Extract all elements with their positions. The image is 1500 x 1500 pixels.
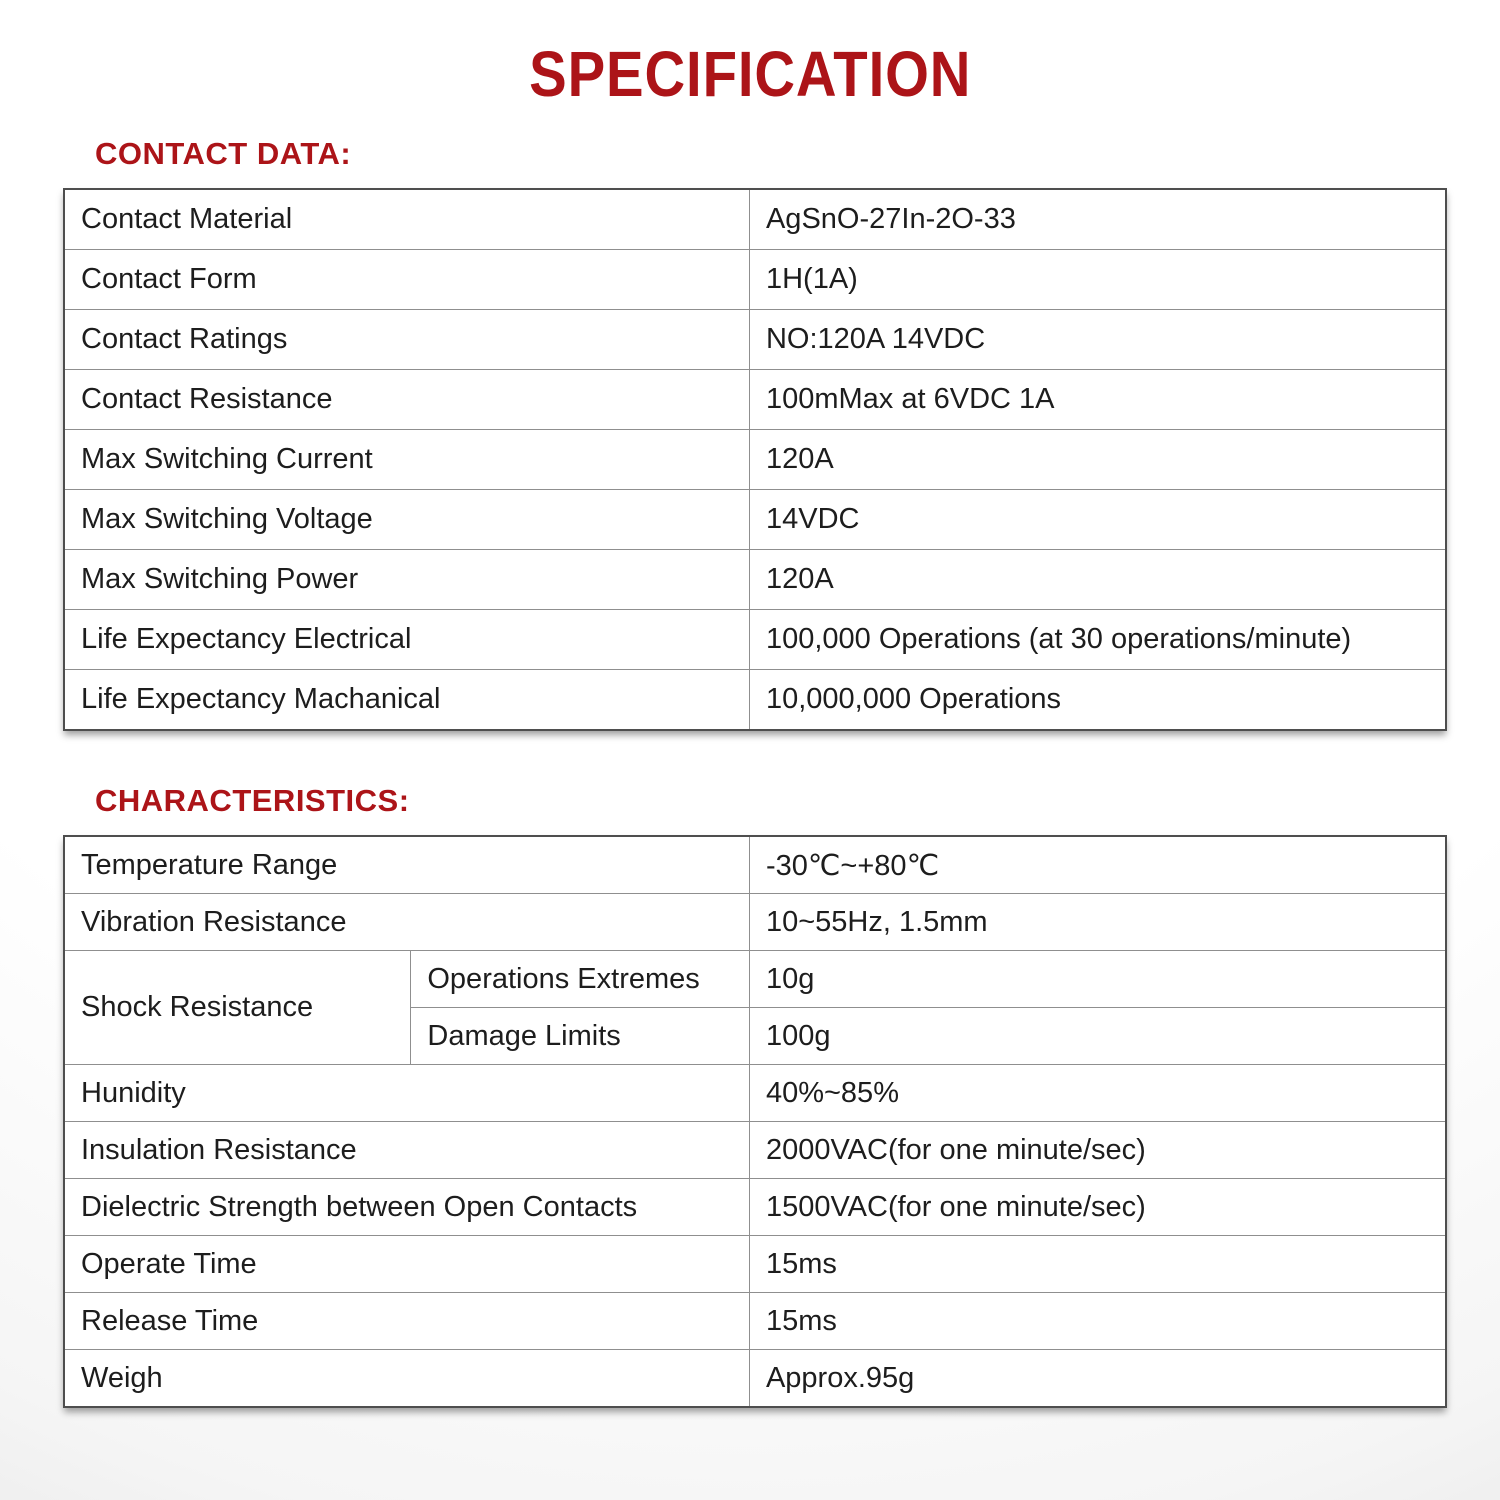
spec-label-cell: Max Switching Current [64, 430, 749, 490]
spec-label-cell: Vibration Resistance [64, 894, 749, 951]
spec-value-cell: 10,000,000 Operations [749, 670, 1446, 731]
table-row [64, 951, 1446, 1008]
contact-data-section [0, 136, 1500, 731]
spec-label-cell: Weigh [64, 1350, 749, 1408]
spec-label-cell: Max Switching Power [64, 550, 749, 610]
spec-value-cell: 100mMax at 6VDC 1A [749, 370, 1446, 430]
spec-value-cell: 10~55Hz, 1.5mm [749, 894, 1446, 951]
table-row [64, 836, 1446, 894]
spec-label-cell: Temperature Range [64, 836, 749, 894]
table-row [64, 430, 1446, 490]
spec-label-cell: Contact Ratings [64, 310, 749, 370]
spec-value-cell: 15ms [749, 1293, 1446, 1350]
spec-label-cell: Contact Resistance [64, 370, 749, 430]
characteristics-table [63, 835, 1447, 1408]
table-row [64, 250, 1446, 310]
table-row [64, 189, 1446, 250]
table-row [64, 1293, 1446, 1350]
contact-data-heading: CONTACT DATA: [95, 136, 352, 171]
spec-value-cell: NO:120A 14VDC [749, 310, 1446, 370]
spec-value-cell: 120A [749, 430, 1446, 490]
spec-value-cell: 10g [749, 951, 1446, 1008]
spec-label-cell: Contact Material [64, 189, 749, 250]
spec-value-cell: 100g [749, 1008, 1446, 1065]
table-row [64, 490, 1446, 550]
table-row [64, 310, 1446, 370]
spec-value-cell: AgSnO-27In-2O-33 [749, 189, 1446, 250]
page-title-text: SPECIFICATION [528, 38, 972, 110]
characteristics-section [0, 783, 1500, 1408]
characteristics-heading: CHARACTERISTICS: [95, 783, 410, 818]
spec-label-cell: Shock Resistance [64, 951, 411, 1065]
spec-label-cell: Max Switching Voltage [64, 490, 749, 550]
spec-label-cell: Operate Time [64, 1236, 749, 1293]
spec-value-cell: 14VDC [749, 490, 1446, 550]
table-row [64, 1179, 1446, 1236]
spec-label-cell: Life Expectancy Electrical [64, 610, 749, 670]
spec-value-cell: 15ms [749, 1236, 1446, 1293]
spec-label-cell: Release Time [64, 1293, 749, 1350]
spec-value-cell: 1500VAC(for one minute/sec) [749, 1179, 1446, 1236]
spec-sublabel-cell: Operations Extremes [411, 951, 750, 1008]
spec-value-cell: 120A [749, 550, 1446, 610]
table-row [64, 1350, 1446, 1408]
table-row [64, 670, 1446, 731]
spec-value-cell: 100,000 Operations (at 30 operations/minute) [749, 610, 1446, 670]
table-row [64, 1122, 1446, 1179]
spec-value-cell: Approx.95g [749, 1350, 1446, 1408]
contact-data-table [63, 188, 1447, 731]
spec-value-cell: 1H(1A) [749, 250, 1446, 310]
page-title [0, 38, 1500, 110]
table-row [64, 894, 1446, 951]
spec-label-cell: Hunidity [64, 1065, 749, 1122]
spec-value-cell: 40%~85% [749, 1065, 1446, 1122]
spec-sublabel-cell: Damage Limits [411, 1008, 750, 1065]
table-row [64, 610, 1446, 670]
table-row [64, 550, 1446, 610]
spec-label-cell: Contact Form [64, 250, 749, 310]
spec-value-cell: 2000VAC(for one minute/sec) [749, 1122, 1446, 1179]
table-row [64, 1236, 1446, 1293]
table-row [64, 370, 1446, 430]
spec-label-cell: Insulation Resistance [64, 1122, 749, 1179]
spec-value-cell: -30℃~+80℃ [749, 836, 1446, 894]
spec-label-cell: Life Expectancy Machanical [64, 670, 749, 731]
spec-label-cell: Dielectric Strength between Open Contacts [64, 1179, 749, 1236]
table-row [64, 1065, 1446, 1122]
